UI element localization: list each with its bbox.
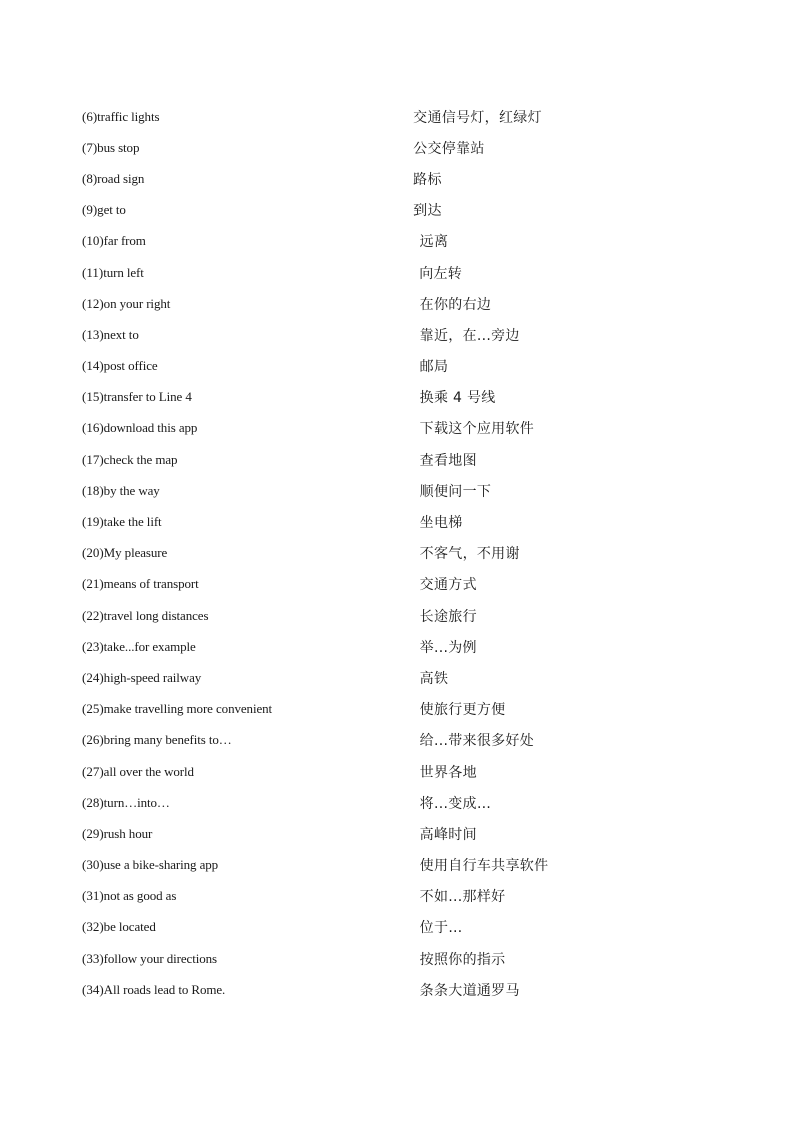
chinese-translation: 给...带来很多好处	[419, 733, 535, 750]
english-phrase: use a bike-sharing app	[103, 857, 219, 873]
chinese-translation: 邮局	[419, 359, 449, 376]
item-number: (30)	[82, 857, 104, 873]
english-phrase: rush hour	[103, 825, 153, 841]
chinese-translation: 世界各地	[419, 764, 477, 781]
chinese-translation: 交通信号灯，红绿灯	[413, 109, 542, 126]
list-item	[82, 288, 642, 319]
english-phrase: All roads lead to Rome.	[103, 981, 226, 997]
chinese-translation: 举...为例	[419, 639, 477, 656]
chinese-translation: 使旅行更方便	[419, 702, 506, 719]
item-number: (6)	[82, 108, 98, 124]
chinese-translation: 换乘 4 号线	[419, 390, 496, 407]
english-phrase: not as good as	[103, 888, 177, 904]
english-phrase: transfer to Line 4	[103, 389, 192, 405]
english-phrase: turn left	[103, 264, 144, 280]
item-number: (34)	[82, 981, 104, 997]
english-phrase: all over the world	[103, 763, 194, 779]
english-phrase: far from	[103, 233, 146, 249]
item-number: (28)	[82, 794, 104, 810]
list-item	[82, 662, 642, 693]
list-item	[82, 101, 642, 132]
chinese-translation: 靠近，在...旁边	[419, 327, 520, 344]
chinese-translation: 顺便问一下	[419, 483, 492, 500]
list-item	[82, 725, 642, 756]
chinese-translation: 不客气，不用谢	[419, 546, 520, 563]
item-number: (9)	[82, 202, 98, 218]
english-phrase: road sign	[97, 170, 145, 186]
english-phrase: bus stop	[97, 139, 140, 155]
chinese-translation: 位于…	[419, 920, 463, 937]
chinese-translation: 使用自行车共享软件	[419, 858, 549, 875]
item-number: (31)	[82, 888, 104, 904]
item-number: (10)	[82, 233, 104, 249]
english-phrase: check the map	[103, 451, 178, 467]
item-number: (22)	[82, 607, 104, 623]
list-item	[82, 943, 642, 974]
chinese-translation: 到达	[413, 203, 442, 220]
chinese-translation: 高铁	[419, 670, 449, 687]
english-phrase: take...for example	[103, 638, 196, 654]
english-phrase: high-speed railway	[103, 669, 202, 685]
item-number: (26)	[82, 732, 104, 748]
item-number: (17)	[82, 451, 104, 467]
english-phrase: turn…into…	[103, 794, 170, 810]
list-item	[82, 694, 642, 725]
list-item	[82, 600, 642, 631]
item-number: (11)	[82, 264, 104, 280]
english-phrase: download this app	[103, 420, 198, 436]
item-number: (12)	[82, 295, 104, 311]
item-number: (20)	[82, 545, 104, 561]
chinese-translation: 远离	[419, 234, 449, 251]
chinese-translation: 在你的右边	[419, 296, 492, 313]
item-number: (29)	[82, 825, 104, 841]
item-number: (8)	[82, 170, 98, 186]
list-item	[82, 257, 642, 288]
list-item	[82, 382, 642, 413]
english-phrase: make travelling more convenient	[103, 701, 273, 717]
chinese-translation: 向左转	[419, 265, 463, 282]
list-item	[82, 132, 642, 163]
list-item	[82, 818, 642, 849]
list-item	[82, 195, 642, 226]
chinese-translation: 条条大道通罗马	[419, 982, 520, 999]
english-phrase: My pleasure	[103, 545, 168, 561]
item-number: (23)	[82, 638, 104, 654]
item-number: (16)	[82, 420, 104, 436]
english-phrase: by the way	[103, 482, 160, 498]
list-item	[82, 444, 642, 475]
item-number: (14)	[82, 358, 104, 374]
english-phrase: travel long distances	[103, 607, 209, 623]
english-phrase: means of transport	[103, 576, 199, 592]
english-phrase: bring many benefits to…	[103, 732, 232, 748]
list-item	[82, 226, 642, 257]
list-item	[82, 351, 642, 382]
english-phrase: take the lift	[103, 514, 162, 530]
chinese-translation: 按照你的指示	[419, 951, 506, 968]
list-item	[82, 881, 642, 912]
list-item	[82, 538, 642, 569]
chinese-translation: 将...变成…	[419, 795, 492, 812]
item-number: (19)	[82, 514, 104, 530]
list-item	[82, 569, 642, 600]
item-number: (15)	[82, 389, 104, 405]
chinese-translation: 路标	[413, 171, 442, 188]
list-item	[82, 850, 642, 881]
chinese-translation: 不如...那样好	[419, 889, 506, 906]
list-item	[82, 756, 642, 787]
item-number: (18)	[82, 482, 104, 498]
item-number: (13)	[82, 326, 104, 342]
list-item	[82, 413, 642, 444]
item-number: (21)	[82, 576, 104, 592]
chinese-translation: 长途旅行	[419, 608, 477, 625]
item-number: (7)	[82, 139, 98, 155]
list-item	[82, 631, 642, 662]
item-number: (33)	[82, 950, 104, 966]
chinese-translation: 坐电梯	[419, 515, 463, 532]
item-number: (32)	[82, 919, 104, 935]
list-item	[82, 163, 642, 194]
chinese-translation: 交通方式	[419, 577, 477, 594]
english-phrase: get to	[97, 202, 126, 218]
list-item	[82, 912, 642, 943]
english-phrase: next to	[103, 326, 139, 342]
list-item	[82, 319, 642, 350]
list-item	[82, 475, 642, 506]
chinese-translation: 公交停靠站	[413, 140, 485, 157]
chinese-translation: 查看地图	[419, 452, 477, 469]
english-phrase: be located	[103, 919, 156, 935]
english-phrase: post office	[103, 358, 158, 374]
english-phrase: traffic lights	[97, 108, 160, 124]
list-item	[82, 787, 642, 818]
english-phrase: follow your directions	[103, 950, 218, 966]
list-item	[82, 506, 642, 537]
item-number: (25)	[82, 701, 104, 717]
list-item	[82, 974, 642, 1005]
item-number: (27)	[82, 763, 104, 779]
item-number: (24)	[82, 669, 104, 685]
chinese-translation: 下载这个应用软件	[419, 421, 535, 438]
vocabulary-list	[82, 101, 642, 1005]
english-phrase: on your right	[103, 295, 171, 311]
chinese-translation: 高峰时间	[419, 826, 477, 843]
